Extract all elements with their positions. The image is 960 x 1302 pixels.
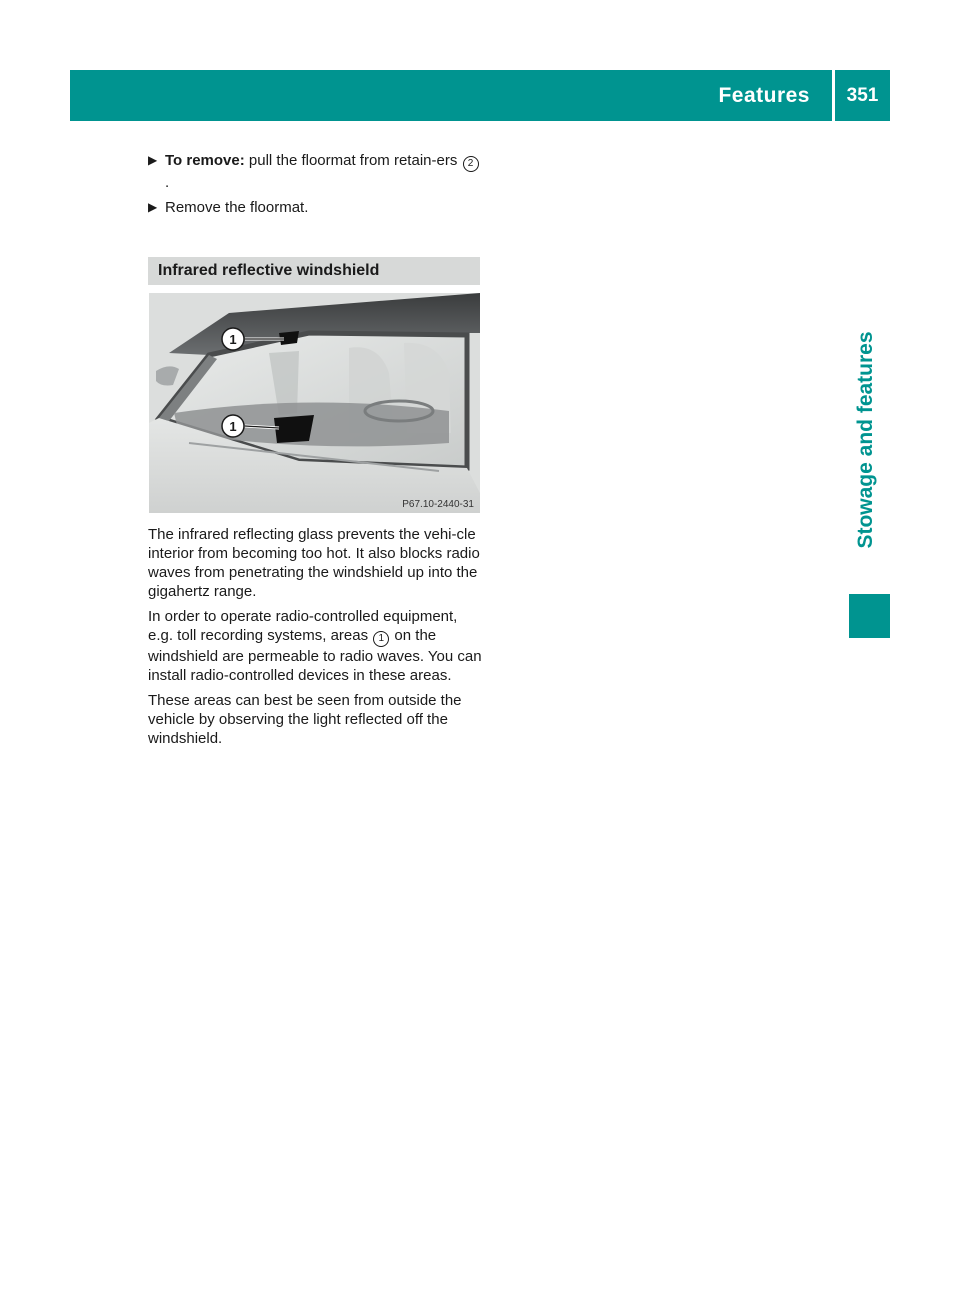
paragraph-text-end: on the windshield are permeable to radio waves. You can install radio-controlled devices in these areas. xyxy=(148,627,482,684)
paragraph-text: In order to operate radio-controlled equipment, e.g. toll recording systems, areas xyxy=(148,608,458,644)
callout-2-icon: 2 xyxy=(463,156,479,172)
paragraph-radio-equipment xyxy=(148,607,482,685)
page-header xyxy=(70,70,890,121)
instruction-steps xyxy=(148,150,482,222)
side-tab-label: Stowage and features xyxy=(854,331,877,549)
figure-code: P67.10-2440-31 xyxy=(402,499,474,510)
step-label: To remove: xyxy=(165,152,245,169)
step-arrow-icon: ▶ xyxy=(148,153,158,167)
section-title: Features xyxy=(718,83,810,107)
side-tab-marker xyxy=(849,594,890,638)
section-heading: Infrared reflective windshield xyxy=(148,257,480,285)
side-tab xyxy=(842,290,890,590)
step-text: Remove the floormat. xyxy=(165,199,309,216)
step-arrow-icon: ▶ xyxy=(148,200,158,214)
callout-1-label: 1 xyxy=(229,332,237,347)
step-to-remove xyxy=(148,150,482,193)
body-text xyxy=(148,525,482,754)
page-number: 351 xyxy=(846,84,879,106)
permeable-area-bottom xyxy=(274,415,314,443)
paragraph-visibility: These areas can best be seen from outside the vehicle by observing the light reflected off the windshield. xyxy=(148,692,462,747)
step-text-end: . xyxy=(165,174,170,191)
windshield-figure xyxy=(149,293,480,513)
step-remove-floormat xyxy=(148,197,482,218)
paragraph-infrared: The infrared reflecting glass prevents the vehi-cle interior from becoming too hot. It also blocks radio waves from penetrating the windshield up into the gigahertz range. xyxy=(148,526,480,600)
step-text: pull the floormat from retain-ers xyxy=(244,152,462,169)
callout-1-label: 1 xyxy=(229,419,237,434)
windshield-illustration xyxy=(149,293,480,513)
callout-1-icon: 1 xyxy=(373,631,389,647)
